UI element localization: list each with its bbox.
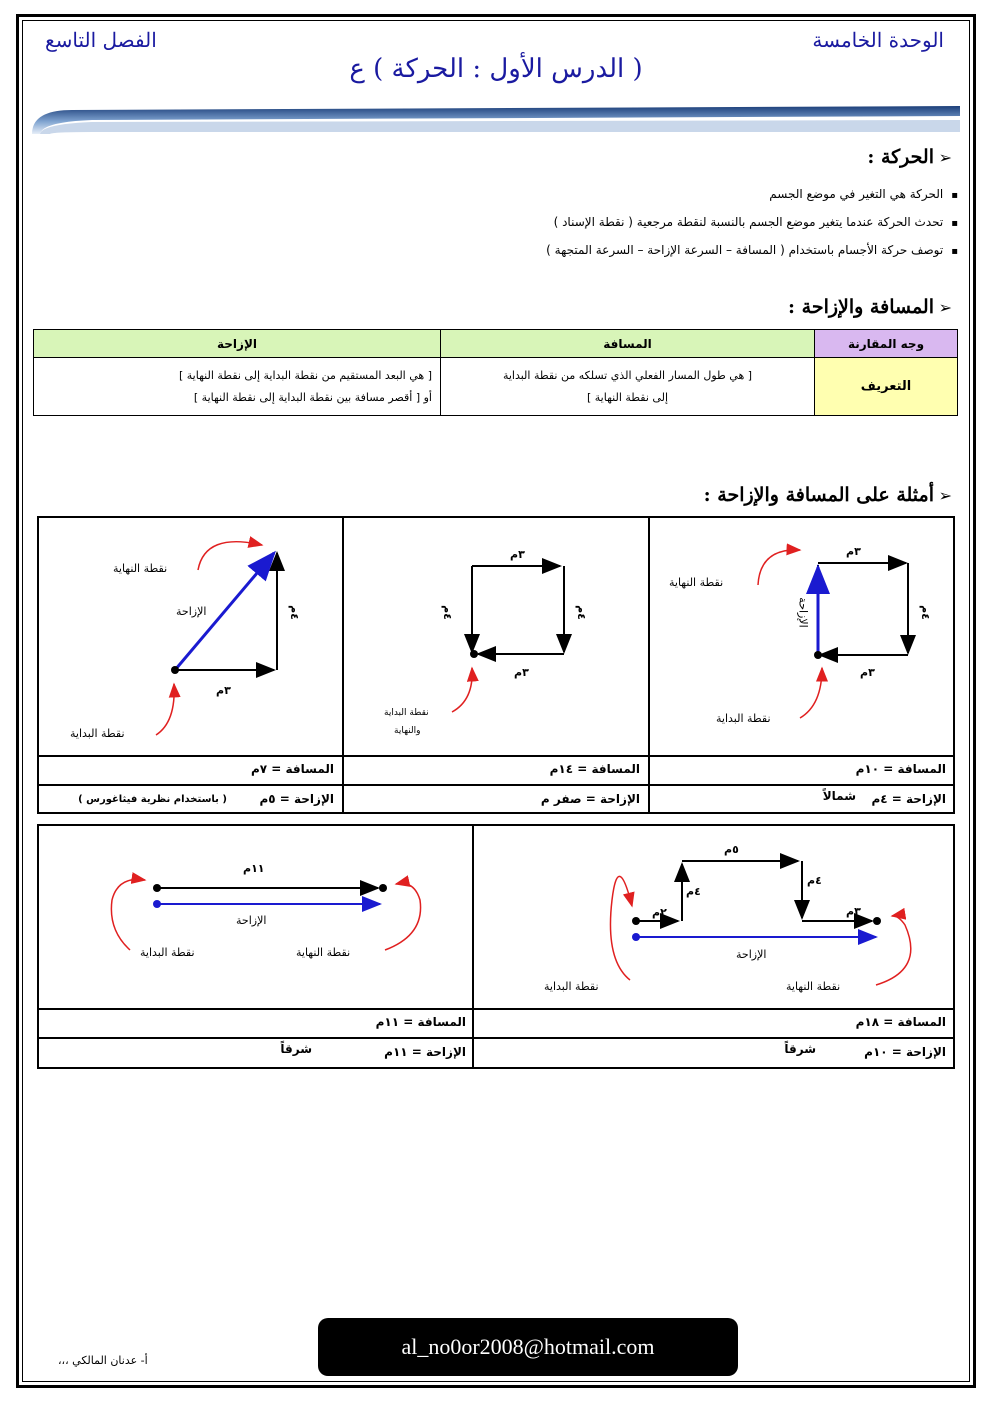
ex4-distance: المسافة = ١٨م xyxy=(855,1015,946,1029)
ex3-distance: المسافة = ٧م xyxy=(250,762,334,776)
start-point xyxy=(171,666,179,674)
pointer-curve xyxy=(156,684,174,735)
example2-diagram xyxy=(452,566,564,712)
ex2-displacement: الإزاحة = صفر م xyxy=(540,792,640,806)
ex4-seg3: ٥م xyxy=(724,843,739,856)
example3-diagram xyxy=(156,542,277,735)
ex2-side-bottom: ٣م xyxy=(514,666,529,679)
ex4-displacement: الإزاحة = ١٠م xyxy=(864,1045,946,1059)
ex1-side-top: ٣م xyxy=(846,545,861,558)
email-banner: al_no0or2008@hotmail.com xyxy=(318,1318,738,1376)
ex3-note: ( باستخدام نظرية فيثاغورس ) xyxy=(78,794,227,805)
divider xyxy=(472,825,474,1068)
grade-title: الفصل التاسع xyxy=(45,28,157,52)
table-head-compare: وجه المقارنة xyxy=(815,330,958,358)
distance-def-line: [ هي طول المسار الفعلي الذي تسلكه من نقطة البداية xyxy=(502,368,753,382)
displacement-def-line: أو [ أقصر مسافة بين نقطة البداية إلى نقطة النهاية ] xyxy=(193,390,432,404)
arrow-bullet-icon: ➢ xyxy=(938,486,952,505)
ex1-displacement: الإزاحة = ٤م xyxy=(871,792,946,806)
ex4-seg4: ٤م xyxy=(807,874,822,887)
ex3-start-label: نقطة البداية xyxy=(70,727,125,740)
ex5-disp-label: الإزاحة xyxy=(236,914,267,927)
ex3-side-bottom: ٣م xyxy=(216,684,231,697)
ex1-distance: المسافة = ١٠م xyxy=(855,762,946,776)
ex3-disp-label: الإزاحة xyxy=(176,605,207,618)
motion-section-title: الحركة : xyxy=(867,146,934,168)
ex1-disp-label: الإزاحة xyxy=(796,597,810,628)
start-end-point xyxy=(470,650,478,658)
author-signature: أ- عدنان المالكي ،،، xyxy=(58,1354,148,1367)
table-head-distance: المسافة xyxy=(441,330,815,358)
pointer-curve xyxy=(800,668,822,718)
ex5-distance: المسافة = ١١م xyxy=(375,1015,466,1029)
ex5-start-label: نقطة البداية xyxy=(140,946,195,959)
arrow-bullet-icon: ➢ xyxy=(938,148,952,167)
list-item: ▪ توصف حركة الأجسام باستخدام ( المسافة – السرعة الإزاحة – السرعة المتجهة ) xyxy=(58,237,958,265)
ex5-length: ١١م xyxy=(243,862,265,875)
pointer-curve xyxy=(758,550,800,585)
ex4-seg5: ٣م xyxy=(846,905,861,918)
ex2-side-top: ٣م xyxy=(510,548,525,561)
start-point xyxy=(814,651,822,659)
ex3-displacement: الإزاحة = ٥م xyxy=(259,792,334,806)
ex2-start-end-label: نقطة البداية xyxy=(384,708,429,718)
ex3-side-right: ٤م xyxy=(287,605,301,620)
distance-section-title: المسافة والإزاحة : xyxy=(788,296,934,318)
ex4-direction: شرقاً xyxy=(784,1042,816,1056)
ex4-seg1: ٢م xyxy=(652,906,667,919)
ex1-start-label: نقطة البداية xyxy=(716,712,771,725)
distance-def-line: إلى نقطة النهاية ] xyxy=(586,390,668,404)
ex2-side-right: ٤م xyxy=(574,605,588,620)
pointer-curve xyxy=(198,542,262,570)
unit-title: الوحدة الخامسة xyxy=(812,28,944,52)
pointer-curve xyxy=(452,668,472,712)
table-row-label: التعريف xyxy=(815,358,958,416)
ex2-distance: المسافة = ١٤م xyxy=(549,762,640,776)
ex2-side-left: ٤م xyxy=(440,605,454,620)
ex4-end-label: نقطة النهاية xyxy=(786,980,841,993)
ex1-direction: شمالاً xyxy=(822,789,856,803)
ex4-seg2: ٤م xyxy=(686,885,701,898)
ex3-end-label: نقطة النهاية xyxy=(113,562,168,575)
list-item: ▪ تحدث الحركة عندما يتغير موضع الجسم بالنسبة لنقطة مرجعية ( نقطة الإسناد ) xyxy=(58,209,958,237)
list-item: ▪ الحركة هي التغير في موضع الجسم xyxy=(58,181,958,209)
ex1-side-bottom: ٣م xyxy=(860,666,875,679)
ex2-start-end-label: والنهاية xyxy=(394,726,421,736)
table-head-displacement: الإزاحة xyxy=(34,330,441,358)
ex5-end-label: نقطة النهاية xyxy=(296,946,351,959)
lesson-title: ( الدرس الأول : الحركة ) ع xyxy=(349,54,643,84)
ex1-end-label: نقطة النهاية xyxy=(669,576,724,589)
examples-section-title: أمثلة على المسافة والإزاحة : xyxy=(703,484,934,506)
example1-diagram xyxy=(758,550,908,718)
ex1-side-right: ٤م xyxy=(918,605,932,620)
ex4-disp-label: الإزاحة xyxy=(736,948,767,961)
ex4-start-label: نقطة البداية xyxy=(544,980,599,993)
arrow-bullet-icon: ➢ xyxy=(938,298,952,317)
divider xyxy=(38,1037,954,1039)
divider xyxy=(38,1008,954,1010)
displacement-def-line: [ هي البعد المستقيم من نقطة البداية إلى نقطة النهاية ] xyxy=(179,368,432,382)
ex5-displacement: الإزاحة = ١١م xyxy=(384,1045,466,1059)
ex5-direction: شرقاً xyxy=(280,1042,312,1056)
